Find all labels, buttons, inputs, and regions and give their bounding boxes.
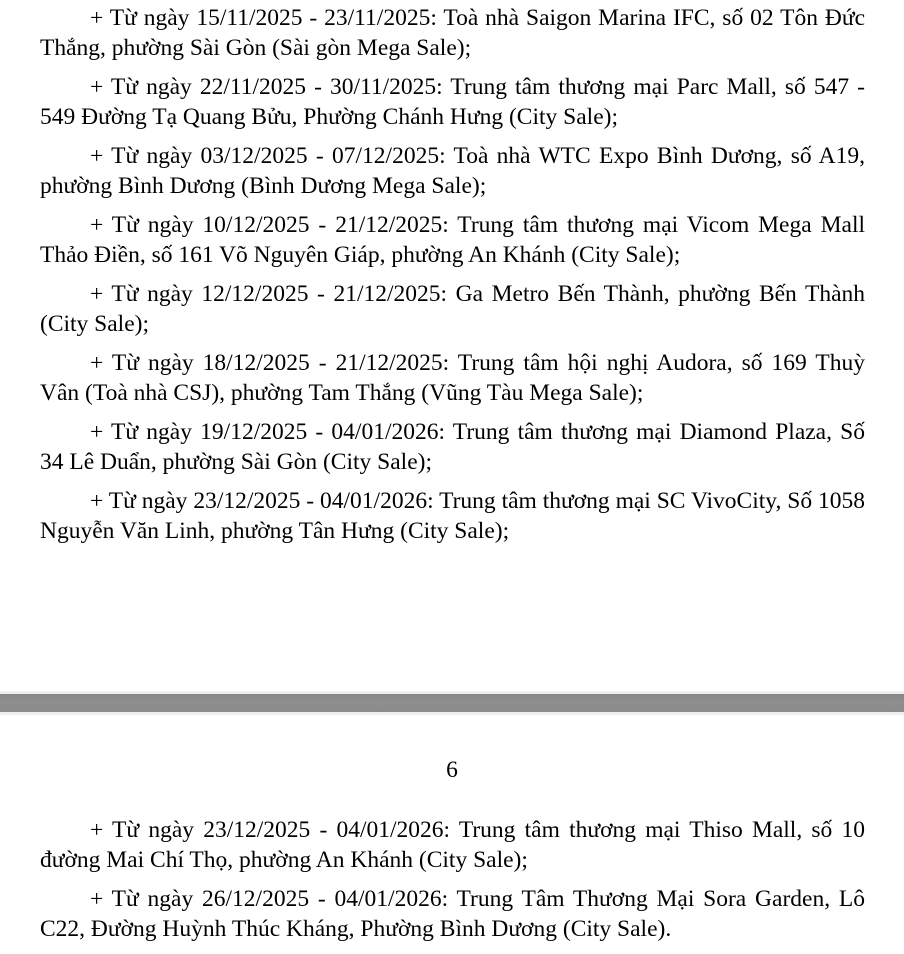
list-item: + Từ ngày 22/11/2025 - 30/11/2025: Trung tâm thương mại Parc Mall, số 547 - 549 Đường Tạ Quang Bửu, Phường Chánh Hưng (City Sale);	[40, 74, 865, 130]
page-gap-bar	[0, 694, 904, 712]
page-separator	[0, 691, 904, 715]
list-item: + Từ ngày 23/12/2025 - 04/01/2026: Trung tâm thương mại SC VivoCity, Số 1058 Nguyễn Văn Linh, phường Tân Hưng (City Sale);	[40, 488, 865, 544]
list-item: + Từ ngày 18/12/2025 - 21/12/2025: Trung tâm hội nghị Audora, số 169 Thuỳ Vân (Toà nhà CSJ), phường Tam Thắng (Vũng Tàu Mega Sale);	[40, 350, 865, 406]
list-item: + Từ ngày 26/12/2025 - 04/01/2026: Trung Tâm Thương Mại Sora Garden, Lô C22, Đường Huỳnh Thúc Kháng, Phường Bình Dương (City Sale).	[40, 886, 865, 942]
list-item: + Từ ngày 03/12/2025 - 07/12/2025: Toà nhà WTC Expo Bình Dương, số A19, phường Bình Dương (Bình Dương Mega Sale);	[40, 143, 865, 199]
page-content	[40, 815, 865, 953]
list-item: + Từ ngày 10/12/2025 - 21/12/2025: Trung tâm thương mại Vicom Mega Mall Thảo Điền, số 161 Võ Nguyên Giáp, phường An Khánh (City Sale);	[40, 212, 865, 268]
list-item: + Từ ngày 23/12/2025 - 04/01/2026: Trung tâm thương mại Thiso Mall, số 10 đường Mai Chí Thọ, phường An Khánh (City Sale);	[40, 817, 865, 873]
list-item: + Từ ngày 15/11/2025 - 23/11/2025: Toà nhà Saigon Marina IFC, số 02 Tôn Đức Thắng, phường Sài Gòn (Sài gòn Mega Sale);	[40, 5, 865, 61]
list-item: + Từ ngày 19/12/2025 - 04/01/2026: Trung tâm thương mại Diamond Plaza, Số 34 Lê Duẩn, phường Sài Gòn (City Sale);	[40, 419, 865, 475]
document-page-bottom	[0, 715, 904, 954]
page-content	[40, 3, 865, 555]
list-item: + Từ ngày 12/12/2025 - 21/12/2025: Ga Metro Bến Thành, phường Bến Thành (City Sale);	[40, 281, 865, 337]
page-number: 6	[446, 757, 458, 783]
